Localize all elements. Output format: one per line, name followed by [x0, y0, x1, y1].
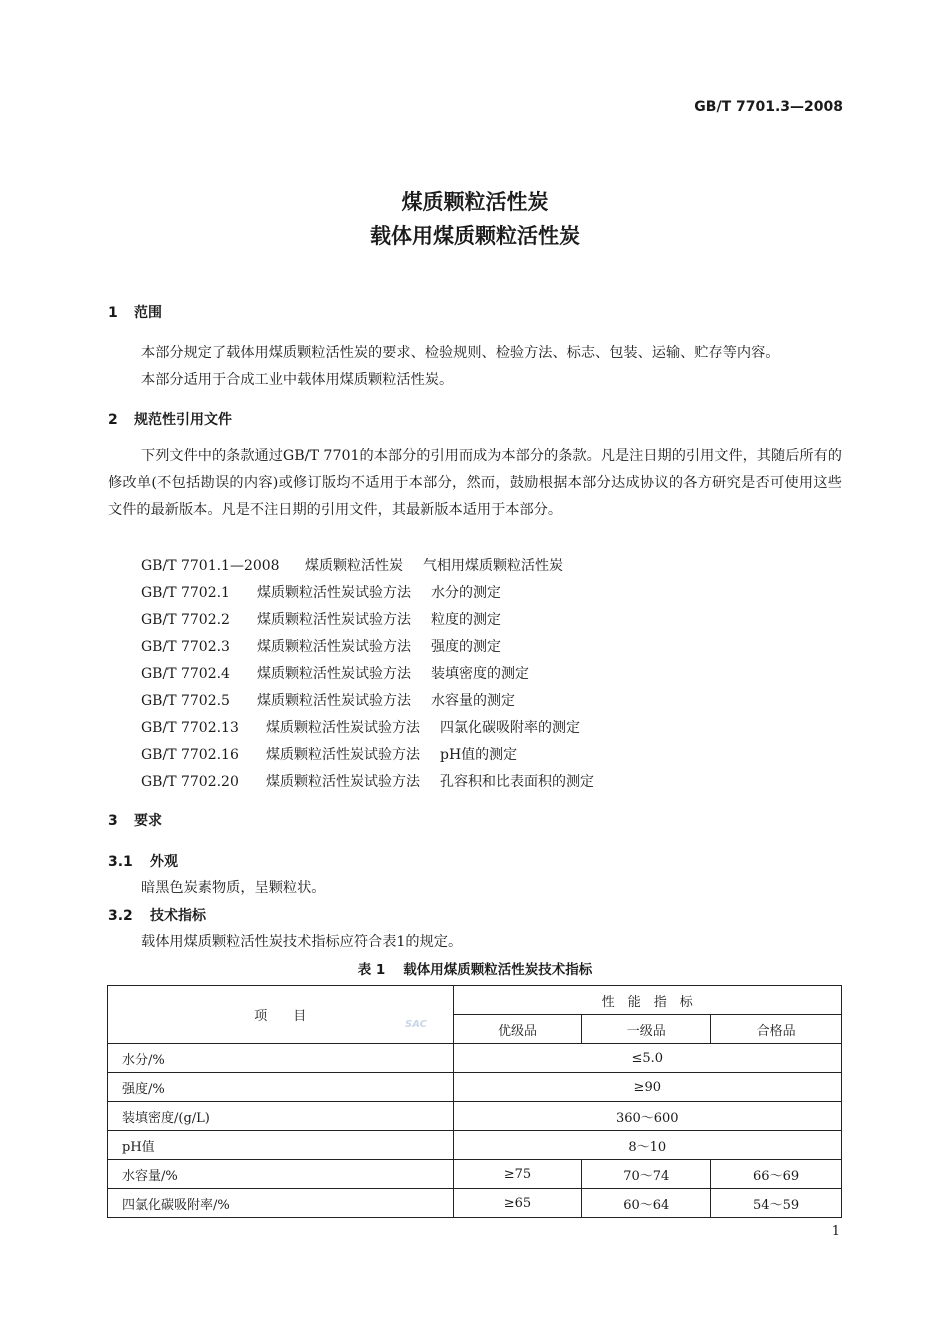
reference-code: GB/T 7702.13 — [141, 720, 239, 736]
table-caption — [0, 958, 950, 978]
watermark-logo: SAC — [405, 1019, 427, 1030]
section-number: 1 — [108, 305, 118, 321]
reference-title: 煤质颗粒活性炭试验方法 — [257, 612, 411, 628]
reference-title: 煤质颗粒活性炭试验方法 — [266, 720, 420, 736]
reference-title: 煤质颗粒活性炭试验方法 — [266, 747, 420, 763]
reference-title: 煤质颗粒活性炭试验方法 — [266, 774, 420, 790]
reference-title: 煤质颗粒活性炭 — [305, 558, 403, 574]
reference-title: 煤质颗粒活性炭试验方法 — [257, 639, 411, 655]
reference-item — [141, 690, 515, 710]
section-2-heading — [108, 409, 232, 429]
reference-code: GB/T 7702.16 — [141, 747, 239, 763]
item-cell: 强度/% — [108, 1073, 454, 1102]
header-performance-cell: 性 能 指 标 — [453, 986, 841, 1015]
spec-table — [107, 985, 842, 1218]
value-cell: 70～74 — [582, 1160, 711, 1189]
item-cell: pH值 — [108, 1131, 454, 1160]
table-row — [108, 1189, 842, 1218]
value-cell: ≥65 — [453, 1189, 582, 1218]
subsection-3-2-heading — [108, 905, 206, 925]
reference-subtitle: 四氯化碳吸附率的测定 — [440, 720, 580, 736]
reference-subtitle: 粒度的测定 — [431, 612, 501, 628]
reference-code: GB/T 7701.1—2008 — [141, 558, 280, 574]
section-number: 3 — [108, 813, 118, 829]
document-title-line2: 载体用煤质颗粒活性炭 — [370, 224, 580, 248]
header-grade-cell: 合格品 — [711, 1015, 842, 1044]
item-cell: 四氯化碳吸附率/% — [108, 1189, 454, 1218]
subsection-number: 3.2 — [108, 908, 133, 924]
table-row — [108, 1160, 842, 1189]
page-number: 1 — [831, 1224, 840, 1239]
section-1-heading — [108, 302, 162, 322]
value-cell: ≥90 — [453, 1073, 841, 1102]
section-3-heading — [108, 810, 162, 830]
subsection-number: 3.1 — [108, 854, 133, 870]
reference-title: 煤质颗粒活性炭试验方法 — [257, 693, 411, 709]
standard-code: GB/T 7701.3—2008 — [694, 99, 843, 115]
table-row — [108, 1102, 842, 1131]
reference-item — [141, 717, 580, 737]
reference-subtitle: 气相用煤质颗粒活性炭 — [423, 558, 563, 574]
value-cell: ≤5.0 — [453, 1044, 841, 1073]
reference-item — [141, 582, 501, 602]
reference-item — [141, 555, 563, 575]
section-title: 范围 — [134, 305, 162, 321]
reference-subtitle: 装填密度的测定 — [431, 666, 529, 682]
reference-item — [141, 609, 501, 629]
table-header-row — [108, 986, 842, 1015]
value-cell: 66～69 — [711, 1160, 842, 1189]
header-item-cell: 项 目 — [108, 986, 454, 1044]
reference-code: GB/T 7702.4 — [141, 666, 230, 682]
table-caption-label: 表 1 — [357, 962, 386, 978]
table-row — [108, 1073, 842, 1102]
reference-title: 煤质颗粒活性炭试验方法 — [257, 666, 411, 682]
subsection-3-1-heading — [108, 851, 178, 871]
header-grade-cell: 优级品 — [453, 1015, 582, 1044]
reference-code: GB/T 7702.2 — [141, 612, 230, 628]
subsection-3-2-text: 载体用煤质颗粒活性炭技术指标应符合表1的规定。 — [141, 934, 463, 950]
header-grade-cell: 一级品 — [582, 1015, 711, 1044]
value-cell: 8～10 — [453, 1131, 841, 1160]
reference-title: 煤质颗粒活性炭试验方法 — [257, 585, 411, 601]
table-row — [108, 1044, 842, 1073]
section-number: 2 — [108, 412, 118, 428]
reference-item — [141, 744, 517, 764]
reference-code: GB/T 7702.20 — [141, 774, 239, 790]
value-cell: 60～64 — [582, 1189, 711, 1218]
reference-item — [141, 636, 501, 656]
subsection-3-1-text: 暗黑色炭素物质，呈颗粒状。 — [141, 880, 326, 896]
value-cell: 54～59 — [711, 1189, 842, 1218]
item-cell: 水分/% — [108, 1044, 454, 1073]
reference-subtitle: 强度的测定 — [431, 639, 501, 655]
document-title-line1: 煤质颗粒活性炭 — [401, 190, 549, 214]
reference-subtitle: pH值的测定 — [440, 747, 518, 763]
section-1-paragraph-2: 本部分适用于合成工业中载体用煤质颗粒活性炭。 — [141, 372, 454, 388]
reference-subtitle: 水容量的测定 — [431, 693, 515, 709]
reference-code: GB/T 7702.3 — [141, 639, 230, 655]
value-cell: ≥75 — [453, 1160, 582, 1189]
subsection-title: 外观 — [150, 854, 178, 870]
section-2-intro: 下列文件中的条款通过GB/T 7701的本部分的引用而成为本部分的条款。凡是注日期的引用文件，其随后所有的修改单(不包括勘误的内容)或修订版均不适用于本部分，然而，鼓励根据本部分达成协议的各方研究是否可使用这些文件的最新版本。凡是不注日期的引用文件，其最新版本适用于本部分。 — [108, 448, 842, 518]
table-row — [108, 1131, 842, 1160]
reference-item — [141, 771, 594, 791]
subsection-title: 技术指标 — [150, 908, 206, 924]
item-cell: 水容量/% — [108, 1160, 454, 1189]
reference-code: GB/T 7702.1 — [141, 585, 230, 601]
section-1-paragraph-1: 本部分规定了载体用煤质颗粒活性炭的要求、检验规则、检验方法、标志、包装、运输、贮存等内容。 — [141, 345, 780, 361]
reference-item — [141, 663, 529, 683]
value-cell: 360～600 — [453, 1102, 841, 1131]
item-cell: 装填密度/(g/L) — [108, 1102, 454, 1131]
reference-subtitle: 孔容积和比表面积的测定 — [440, 774, 594, 790]
reference-code: GB/T 7702.5 — [141, 693, 230, 709]
reference-subtitle: 水分的测定 — [431, 585, 501, 601]
section-title: 要求 — [134, 813, 162, 829]
section-title: 规范性引用文件 — [134, 412, 232, 428]
table-caption-title: 载体用煤质颗粒活性炭技术指标 — [403, 962, 593, 978]
